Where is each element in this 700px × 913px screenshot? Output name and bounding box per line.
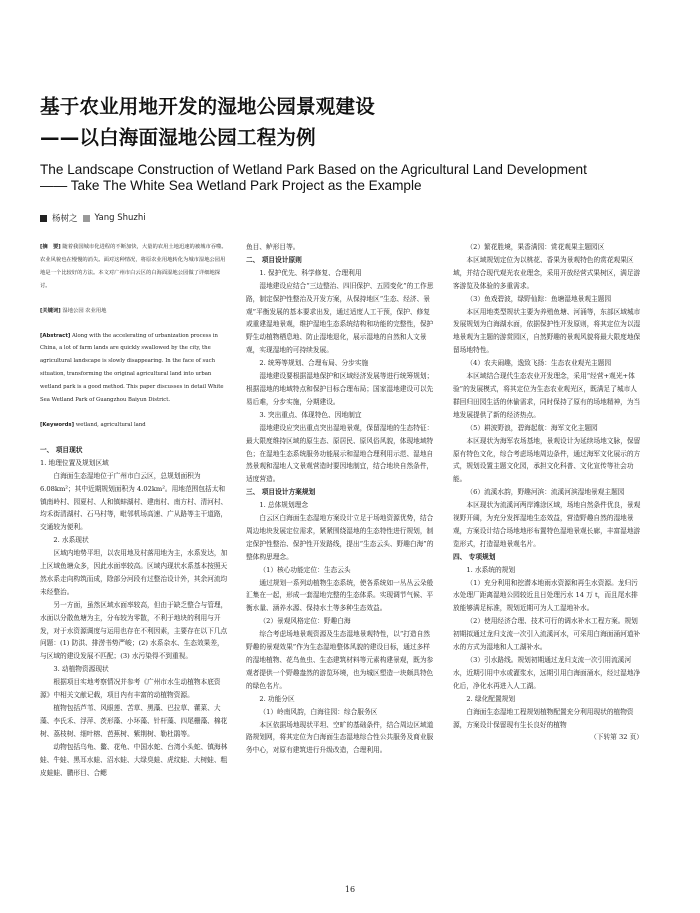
abstract-cn: [摘 要] 随着我国城市化进程的不断加快，大量的农用土地迅速的被城市吞噬。农业风貌也在慢慢的消失。面对这种情况，将原农业用地转化为城市湿地公园用地是一个比较好的方法。本文对广州市白云区的白海面湿地公园做了详细地探讨。 [40,244,227,289]
author-en: Yang Shuzhi [94,213,146,223]
author-line [40,212,146,224]
section-heading: 二、 项目设计原则 [246,255,302,264]
paragraph: （3）引水路线。规划初期通过龙归支流一次引用流溪河水，近期引用中水或灌浆水，远期引用白海面涌水，经过湿地净化后，净化水再进入人工湖。 [453,656,641,690]
paragraph: 白海面生态湿地位于广州市白云区，总规划面积为 6.08km²；其中近期规划面积为 4.02km²。用地范围包括太和镇南岭村、园夏村、人和镇蚌湖村、建南村、南方村、清河村、均禾街清湖村、石马村等，毗邻机场高速、广从路等主干道路，交通较为便利。 [40,471,228,532]
paragraph: 本区域结合现代生态农业开发理念，采用“经营+观光+体验”的发展模式，将其定位为生态农业观光区，既满足了城市人群回归田园生活的休偷需求，同时保持了原有的场地精神，为当地发展提供了新的经济热点。 [453,372,641,419]
paragraph: （4）农夫闹趣，逸致飞扬：生态农业观光主题园 [466,359,612,368]
paragraph: 3. 突出重点、体现特色、因地制宜 [259,410,362,419]
title-en-line-2: —— Take The White Sea Wetland Park Project as the Example [40,178,422,193]
paragraph: 2. 绿化配置规划 [466,694,516,703]
column-2 [246,241,436,757]
paragraph: 湿地建设应突出重点突出湿地景观，保留湿地的生态特征：最大限度维持区域的原生态、原居民、原风俗风貌，体现地域特色；在湿地生态系统服务功能展示和湿地合理利用示范、湿地自然景观和湿地人文景观营造时要因地制宜，结合地块自然条件，适度营造。 [246,423,434,484]
paragraph: 湿地建设要根据湿地保护和区域经济发展等进行统筹规划；根据湿地的地域特点和保护目标合理布局；国家湿地建设可以先易后难，分步实施，分期建设。 [246,372,434,406]
paragraph: 植物包括芦苇、风眼莲、苦草、黑藻、巴拉草、藿菜、大藻、李氏禾、浮萍、茨形藻、小环藻、针杆藻、四尾栅藻、棉花树、荔枝树、细叶榕、芭蕉树、紫荆树、勒杜鹃等。 [40,704,228,738]
paragraph: 白海面生态湿地工程规划植物配置充分利用现状的植物资源，方案设计保留现有生长良好的植物 [453,707,634,729]
paragraph: （下转第 32 页） [590,733,643,742]
paragraph: 1. 水系统的规划 [466,565,516,574]
paragraph: 本区现状为流溪河两岸滩涂区域，场地自然条件优良，景观视野开阔，为充分发挥湿地生态效益，营造野趣自然的湿地景观，方案设计结合场地地形布置特色湿地景观长廊，丰富湿地游览形式，打造湿地景观名片。 [453,501,641,548]
square-bullet-icon [83,215,90,222]
paragraph: 动物包括乌龟、鳖、花龟、中国水蛇、台湾小头蛇、镇海林蛙、牛蛙、黑耳水蛙、沼水蛙、大绿臭蛙、虎纹蛙、大树蛙、粗皮蛙蛙、鹏形目、合鳃 [40,742,228,777]
author-cn: 杨树之 [52,214,78,224]
paragraph: 2. 功能分区 [259,694,295,703]
column-3 [453,241,643,744]
paragraph: 根据项目实地考察情况并参考《广州市水生动植物本底资源》中相关文献记载，项目内有丰富的动植物资源。 [40,678,221,700]
column-1 [40,241,230,779]
paragraph: 综合考虑场地景观资源及生态湿地景观特性，以“打造自然野趣的景观效果”作为生态湿地整体风貌的建设目标，通过多样的湿地植物、花鸟鱼虫、生态建筑材料等元素构建景观，既为参观者提供一个野趣盎然的游览环境，也为城区塑造一块颇具特色的绿色名片。 [246,630,434,690]
paragraph: 本区现状为海军农场基地，景观设计为延续场地文脉，保留原有特色文化，综合考虑场地周边条件，通过海军文化展示的方式，规划设置主题文化园，承担文化科普、文化宣传等社会功能。 [453,436,641,484]
paragraph: （6）流溪水韵，野趣河滨：流溪河滨湿地景观主题园 [466,488,625,497]
paragraph: （2）繁花胜境，果香满园：赏花观果主题园区 [466,243,605,251]
paragraph: 白云区白海面生态湿地方案设计立足于场地资源优势，结合周边地块发展定位需求，紧紧围绕湿地的生态特性进行规划，制定保护性整治、保护性开发路线，提出“生态云头、野趣白海”的整体构思理念。 [246,514,434,561]
paragraph: 另一方面，虽然区域水面率较高，但由于缺乏整合与管理，水面以分散鱼塘为主，分布较为零散，不利于地块的利用与开发，对于水资源调度与运用也存在不利因素，主要存在以下几点问题：(1) 防洪、排涝书势严峻；(2) 水系杂水、生态效果差，与区域的建设发展不匹配；(3) 水污染得不到重视。 [40,600,228,661]
paragraph: （3）鱼戏碧波，绿野仙踪：鱼塘湿地景观主题园 [466,294,612,303]
paragraph: 本区用地类型规状主要为养殖鱼塘、河涌等，东部区域城市发展规划为白海湖水面，依据保护性开发原则，将其定位为以湿地景观为主题的游赏园区，自然野趣的景观风貌将最大限度地保留场地特性。 [453,307,641,355]
page-number: 16 [344,885,356,894]
paragraph: （2）景观风格定位：野趣白海 [259,617,351,626]
paragraph: （5）耕波野浪，碧海起航：海军文化主题园 [466,423,598,432]
paragraph: （2）使用经济合理、技术可行的调水补水工程方案。规划初期拟通过龙归支流一次引入流溪河水，可采用白海面涌河道补水的方式为湿地和人工湖补水。 [453,617,641,652]
title-cn-line-2: ——以白海面湿地公园工程为例 [40,126,316,149]
paragraph: （1）核心功能定位：生态云头 [259,565,351,574]
section-heading: 四、 专项规划 [453,552,496,561]
paragraph: 通过规划一系列动植物生态系统，使各系统如一丛丛云朵般汇集在一起，形成一套湿地完整的生态体系。实现调节气候、平衡水量、涵养水源、保持水土等多种生态效益。 [246,578,434,613]
title-cn-line-1: 基于农业用地开发的湿地公园景观建设 [40,95,375,118]
paragraph: （1）充分利用和挖潜本地雨水资源和再生水资源。龙归污水处理厂距离湿地公园较近且日处理污水 14 万 t，而且尾水排放能够满足标准，规划近期可为人工湿地补水。 [453,578,638,613]
keywords-cn: [关键词] 湿地公园 农业用地 [40,307,107,314]
paragraph: 区域内地势平坦，以农用地及村落用地为主，水系发达，加上区域鱼塘众多，因此水面率较高。区域内现状水系基本按照天然水系走向构筑而成，除部分河段有过整治设计外，其余河流均未经整治。 [40,549,228,596]
paragraph: 湿地建设应结合“三边整治、四旧保护、五园变化”的工作思路，制定保护性整治及开发方案，从保持地区“生态、经济、景观”平衡发展的基本要求出发，通过适度人工干预，保护、修复或重建湿地景观，维护湿地生态系统结构和功能的完整性，保护野生动植物栖息地、防止湿地退化，展示湿地的自然和人文景观，实现湿地的可持续发展。 [246,281,434,355]
paragraph: 1. 总体规划理念 [259,501,309,510]
section-heading: 三、 项目设计方案规划 [246,488,316,497]
paragraph: （1）岭南风韵，白海往园：综合服务区 [259,707,378,716]
paragraph: 1. 地理位置及规划区域 [40,458,109,467]
paragraph: 本区依据场地现状平坦、空旷的基础条件，结合周边区域道路规划网，将其定位为白海面生态湿地综合性公共服务及商业服务中心，对原有建筑进行升级改造，合理利用。 [246,720,434,755]
title-en-line-1: The Landscape Construction of Wetland Park Based on the Agricultural Land Development [40,162,587,177]
paragraph: 3. 动植物资源现状 [53,665,109,674]
paragraph: 本区域规划定位为以桃花、香果为景观特色的赏花观果区域，并结合现代观光农业理念，采用开放经营式果树区，满足游客游览及体验的多重需求。 [453,255,641,290]
section-heading: 一、 项目现状 [40,445,83,454]
keywords-en: [Keywords] wetland, agricultural land [40,421,146,428]
paragraph: 2. 水系现状 [53,536,89,545]
paragraph: 2. 统筹等规划、合理布局、分步实施 [259,359,369,368]
square-bullet-icon [40,215,47,222]
paragraph: 鱼目、鲈形目等。 [246,243,300,251]
column-1-body [40,444,230,780]
paragraph: 1. 保护优先、科学修复、合理利用 [259,268,362,277]
abstract-en: [Abstract] Along with the accelerating of urbanization process in China, a lot of farm lands are quickly swallowed by the city, the agricultural landscape is slowly disappearing. In the face of such situation, transforming the original agricultural land into urban wetland park is a good method. This paper discusses in detail White Sea Wetland Park of Guangzhou Baiyun District. [40,332,224,404]
